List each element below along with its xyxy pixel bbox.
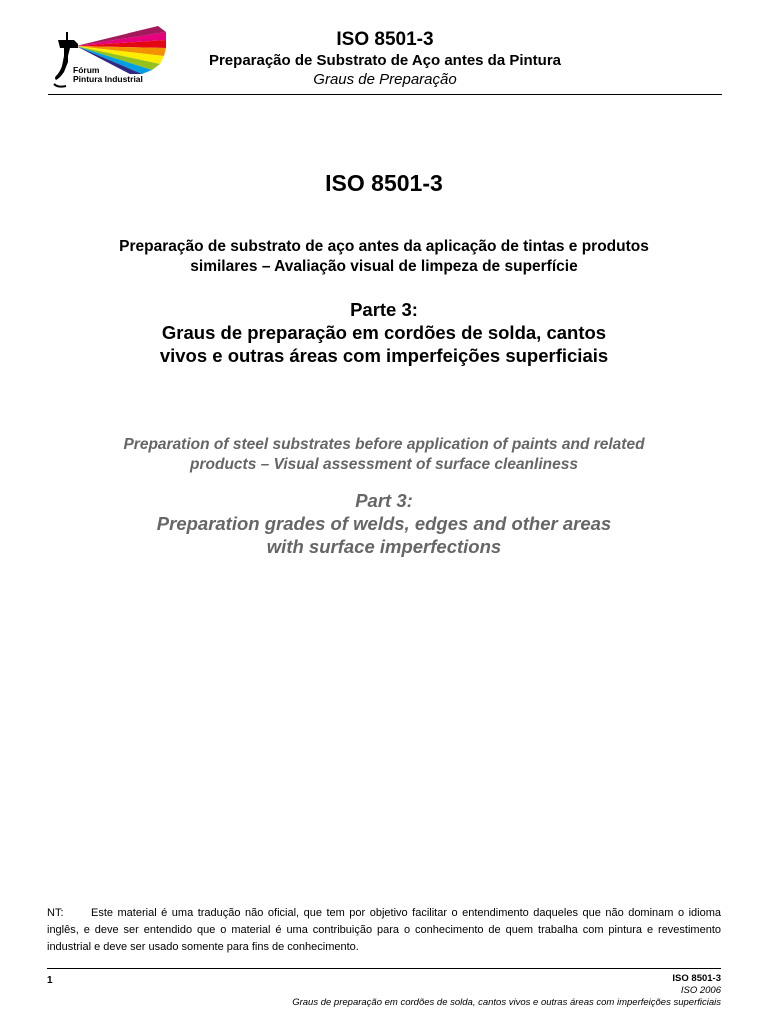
portuguese-part-title [40, 298, 728, 367]
en-part-line2: with surface imperfections [266, 536, 502, 557]
footer-doc-title: Graus de preparação em cordões de solda, cantos vivos e outras áreas com imperfeições superficiais [292, 997, 721, 1008]
footer-doc-id: ISO 8501-3 [672, 973, 721, 984]
pt-part-line2: vivos e outras áreas com imperfeições superficiais [159, 345, 609, 366]
pt-desc-line1: Preparação de substrato de aço antes da aplicação de tintas e produtos [119, 238, 649, 255]
english-description [40, 435, 728, 475]
header-subtitle: Preparação de Substrato de Aço antes da Pintura [208, 52, 562, 69]
english-part-title [40, 489, 728, 558]
header-subtitle-italic: Graus de Preparação [313, 71, 457, 88]
en-part-label: Part 3: [355, 490, 413, 511]
logo-text-line1: Fórum [73, 65, 100, 75]
footer-year: ISO 2006 [680, 985, 721, 996]
en-part-line1: Preparation grades of welds, edges and other areas [156, 513, 612, 534]
en-desc-line1: Preparation of steel substrates before application of paints and related [123, 436, 645, 453]
footer-info [292, 973, 721, 1009]
page-number: 1 [47, 975, 53, 986]
page-header [48, 26, 722, 95]
pt-part-label: Parte 3: [350, 299, 418, 320]
translation-note [47, 905, 721, 956]
en-desc-line2: products – Visual assessment of surface cleanliness [190, 456, 578, 473]
header-title: ISO 8501-3 [336, 29, 434, 50]
pt-desc-line2: similares – Avaliação visual de limpeza de superfície [190, 258, 578, 275]
note-text: Este material é uma tradução não oficial, que tem por objetivo facilitar o entendimento daqueles que não dominam o idioma inglês, e deve ser entendido que o material é uma contribuição para o conhecimento de quem trabalha com pintura e revestimento industrial e deve ser usado somente para fins de conhecimento. [47, 907, 721, 953]
page-footer [47, 968, 721, 1008]
document-title: ISO 8501-3 [325, 170, 443, 196]
logo-text-line2: Pintura Industrial [73, 74, 143, 84]
pt-part-line1: Graus de preparação em cordões de solda, cantos [161, 322, 607, 343]
portuguese-description [40, 237, 728, 277]
note-label: NT: [47, 907, 64, 919]
